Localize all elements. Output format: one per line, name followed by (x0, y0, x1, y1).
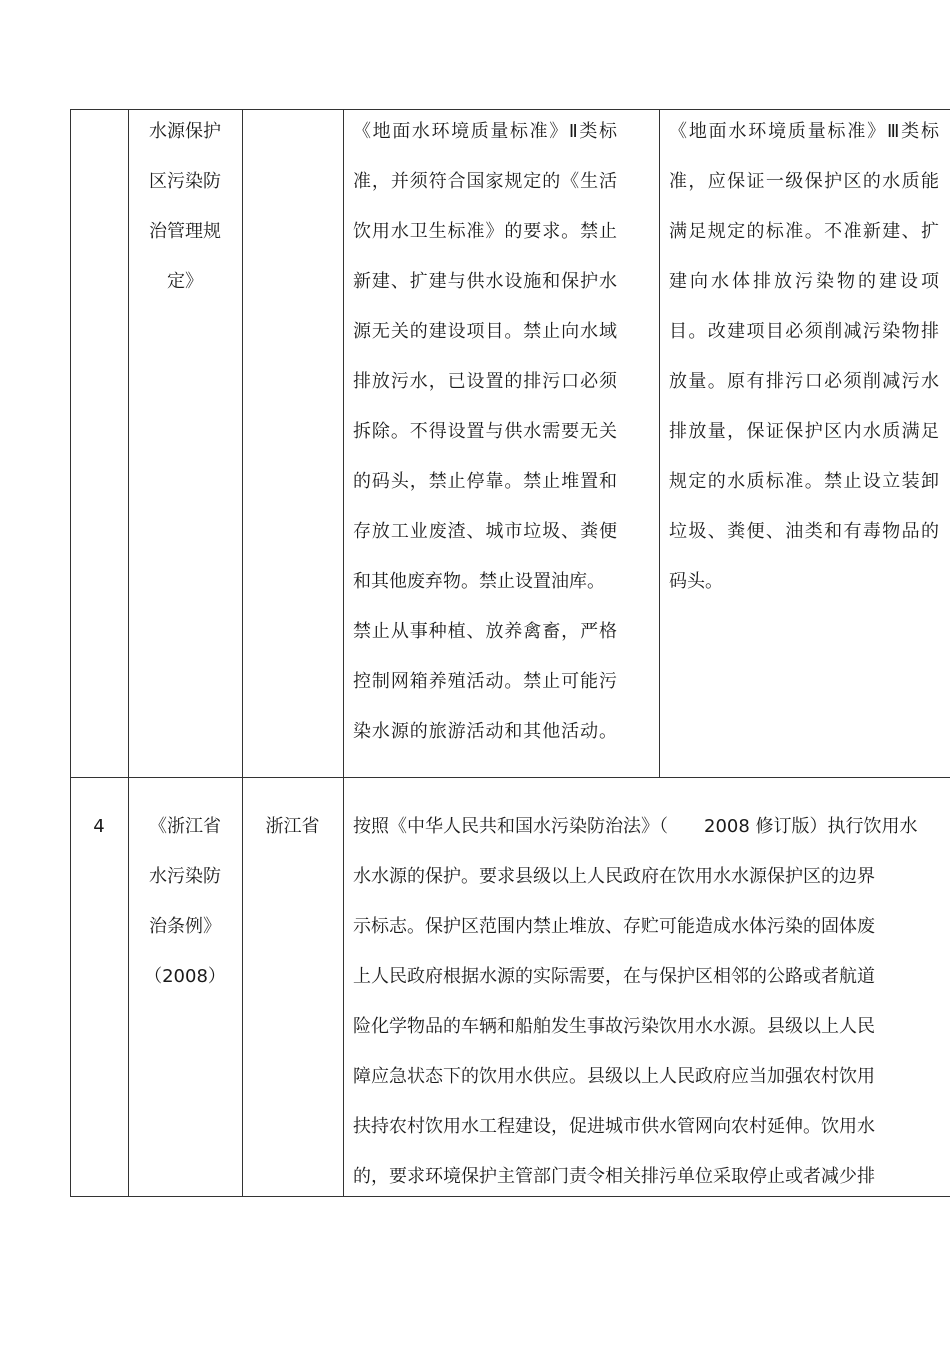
text-line: 规定的水质标准。禁止设立装卸 (669, 471, 939, 492)
text-line: 和其他废弃物。禁止设置油库。 (353, 571, 605, 592)
law-name-line: （2008） (144, 966, 226, 987)
row2-index: 4 (93, 816, 105, 837)
text-line: 准，应保证一级保护区的水质能 (669, 171, 939, 192)
law-name-line: 水污染防 (149, 866, 221, 887)
text-line: 水水源的保护。要求县级以上人民政府在饮用水水源保护区的边界 (353, 866, 875, 887)
text-line: 的码头，禁止停靠。禁止堆置和 (353, 471, 617, 492)
text-line: 上人民政府根据水源的实际需要，在与保护区相邻的公路或者航道 (353, 966, 875, 987)
law-name-line: 水源保护 (149, 121, 221, 142)
text-line: 禁止从事种植、放养禽畜，严格 (353, 621, 617, 642)
row1-law-name (128, 107, 242, 307)
col-divider-3 (343, 109, 344, 1196)
text-line: 目。改建项目必须削减污染物排 (669, 321, 939, 342)
text-line: 《地面水环境质量标准》Ⅲ类标 (669, 121, 939, 142)
law-name-line: 《浙江省 (149, 816, 221, 837)
text-line: 准，并须符合国家规定的《生活 (353, 171, 617, 192)
text-line: 放量。原有排污口必须削减污水 (669, 371, 939, 392)
text-line: 控制网箱养殖活动。禁止可能污 (353, 671, 617, 692)
law-name-line: 治管理规 (149, 221, 221, 242)
law-name-line: 区污染防 (149, 171, 221, 192)
text-line: 障应急状态下的饮用水供应。县级以上人民政府应当加强农村饮用 (353, 1066, 875, 1087)
law-name-line: 治条例》 (149, 916, 221, 937)
text-line: 拆除。不得设置与供水需要无关 (353, 421, 617, 442)
row2-law-name (128, 802, 242, 1002)
text-line: 《地面水环境质量标准》Ⅱ类标 (353, 121, 617, 142)
text-line: 染水源的旅游活动和其他活动。 (353, 721, 617, 742)
law-name-line: 定》 (167, 271, 203, 292)
col-divider-4 (659, 109, 660, 777)
text-line: 排放污水，已设置的排污口必须 (353, 371, 617, 392)
text-line: 按照《中华人民共和国水污染防治法》（ 2008 修订版）执行饮用水 (353, 816, 918, 837)
text-line: 险化学物品的车辆和船舶发生事故污染饮用水水源。县级以上人民 (353, 1016, 875, 1037)
text-line: 垃圾、粪便、油类和有毒物品的 (669, 521, 939, 542)
text-line: 扶持农村饮用水工程建设，促进城市供水管网向农村延伸。饮用水 (353, 1116, 875, 1137)
row1-primary-protection-text (353, 107, 617, 757)
text-line: 源无关的建设项目。禁止向水域 (353, 321, 617, 342)
row-divider (70, 777, 950, 778)
text-line: 码头。 (669, 571, 723, 592)
row1-secondary-protection-text (669, 107, 939, 607)
text-line: 饮用水卫生标准》的要求。禁止 (353, 221, 617, 242)
row2-content-text (353, 802, 950, 1202)
text-line: 新建、扩建与供水设施和保护水 (353, 271, 617, 292)
text-line: 排放量，保证保护区内水质满足 (669, 421, 939, 442)
table-left-border (70, 109, 71, 1196)
col-divider-2 (242, 109, 243, 1196)
text-line: 示标志。保护区范围内禁止堆放、存贮可能造成水体污染的固体废 (353, 916, 875, 937)
text-line: 满足规定的标准。不准新建、扩 (669, 221, 939, 242)
text-line: 的，要求环境保护主管部门责令相关排污单位采取停止或者减少排 (353, 1166, 875, 1187)
text-line: 建向水体排放污染物的建设项 (669, 271, 939, 292)
text-line: 存放工业废渣、城市垃圾、粪便 (353, 521, 617, 542)
row2-region: 浙江省 (265, 816, 320, 837)
